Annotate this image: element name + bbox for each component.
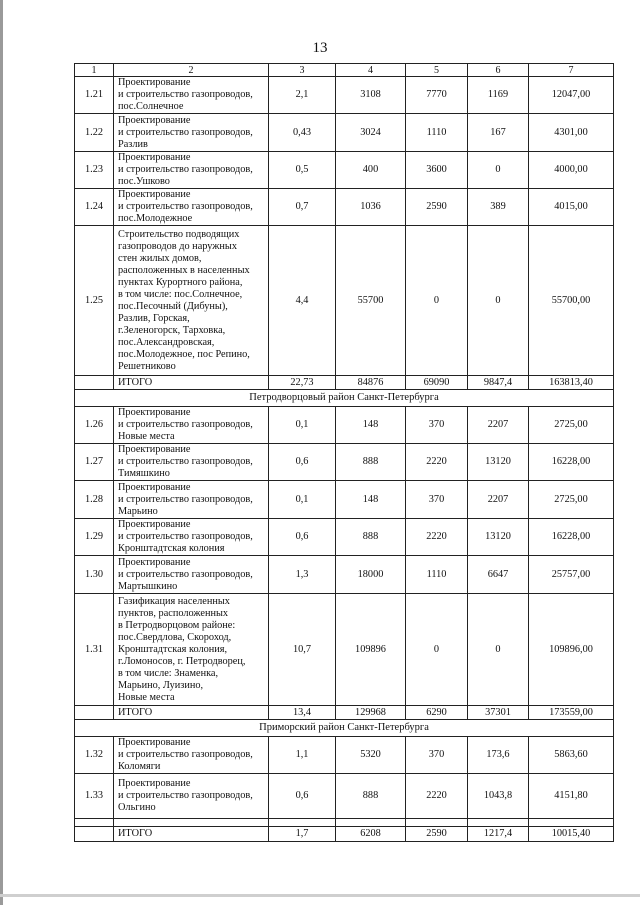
col-7-total: 10015,40 — [529, 827, 614, 842]
col-7-total: 2725,00 — [529, 481, 614, 519]
work-description: Проектирование и строительство газопроводов, Разлив — [114, 114, 269, 152]
row-number: 1.23 — [75, 152, 114, 189]
col-3-value: 0,1 — [269, 407, 336, 444]
table-row — [75, 77, 614, 114]
col-7-total: 163813,40 — [529, 376, 614, 390]
table-row — [75, 737, 614, 774]
row-number: 1.21 — [75, 77, 114, 114]
col-6-value: 0 — [468, 594, 529, 706]
col-3-value: 0,6 — [269, 774, 336, 819]
col-3-value: 0,6 — [269, 519, 336, 556]
col-3-value: 0,6 — [269, 444, 336, 481]
col-5-value: 2220 — [406, 444, 468, 481]
total-row — [75, 827, 614, 842]
row-number: 1.22 — [75, 114, 114, 152]
work-description: Газификация населенных пунктов, расположенных в Петродворцовом районе: пос.Свердлова, Скороход, Кронштадтская колония, г.Ломоносов, г. Петродворец, в том числе: Знаменка, Марьино, Луизино, Новые места — [114, 594, 269, 706]
empty-cell — [529, 819, 614, 827]
col-6-value: 0 — [468, 152, 529, 189]
col-4-value: 84876 — [336, 376, 406, 390]
col-6-value: 389 — [468, 189, 529, 226]
column-header: 7 — [529, 64, 614, 77]
work-description: Проектирование и строительство газопроводов, пос.Ушково — [114, 152, 269, 189]
col-6-value: 6647 — [468, 556, 529, 594]
col-6-value: 1043,8 — [468, 774, 529, 819]
col-7-total: 2725,00 — [529, 407, 614, 444]
col-5-value: 6290 — [406, 706, 468, 720]
col-6-value: 13120 — [468, 444, 529, 481]
table-row — [75, 189, 614, 226]
col-3-value: 13,4 — [269, 706, 336, 720]
table-row — [75, 152, 614, 189]
col-3-value: 0,1 — [269, 481, 336, 519]
table-row — [75, 519, 614, 556]
col-3-value: 0,43 — [269, 114, 336, 152]
total-label: ИТОГО — [114, 827, 269, 842]
col-6-value: 37301 — [468, 706, 529, 720]
col-6-value: 1169 — [468, 77, 529, 114]
col-5-value: 2220 — [406, 774, 468, 819]
col-7-total: 109896,00 — [529, 594, 614, 706]
col-4-value: 1036 — [336, 189, 406, 226]
col-4-value: 888 — [336, 774, 406, 819]
col-4-value: 55700 — [336, 226, 406, 376]
empty-cell — [269, 819, 336, 827]
col-3-value: 2,1 — [269, 77, 336, 114]
work-description: Проектирование и строительство газопроводов, Марьино — [114, 481, 269, 519]
col-7-total: 4151,80 — [529, 774, 614, 819]
row-number: 1.25 — [75, 226, 114, 376]
row-number: 1.31 — [75, 594, 114, 706]
col-5-value: 7770 — [406, 77, 468, 114]
col-6-value: 2207 — [468, 407, 529, 444]
col-5-value: 1110 — [406, 556, 468, 594]
col-5-value: 370 — [406, 481, 468, 519]
col-3-value: 1,1 — [269, 737, 336, 774]
col-7-total: 25757,00 — [529, 556, 614, 594]
column-header: 3 — [269, 64, 336, 77]
column-header: 1 — [75, 64, 114, 77]
table-row — [75, 407, 614, 444]
row-number: 1.26 — [75, 407, 114, 444]
section-header-row — [75, 390, 614, 407]
col-4-value: 148 — [336, 481, 406, 519]
table-row — [75, 594, 614, 706]
col-4-value: 3108 — [336, 77, 406, 114]
work-description: Проектирование и строительство газопроводов, пос.Солнечное — [114, 77, 269, 114]
col-4-value: 400 — [336, 152, 406, 189]
col-3-value: 0,7 — [269, 189, 336, 226]
work-description: Проектирование и строительство газопроводов, Кронштадтская колония — [114, 519, 269, 556]
col-4-value: 888 — [336, 519, 406, 556]
col-7-total: 4301,00 — [529, 114, 614, 152]
col-6-value: 0 — [468, 226, 529, 376]
col-4-value: 18000 — [336, 556, 406, 594]
section-title: Приморский район Санкт-Петербурга — [75, 720, 614, 737]
col-7-total: 16228,00 — [529, 444, 614, 481]
col-7-total: 16228,00 — [529, 519, 614, 556]
col-5-value: 0 — [406, 594, 468, 706]
work-description: Строительство подводящих газопроводов до наружных стен жилых домов, расположенных в населенных пунктах Курортного района, в том числе: пос.Солнечное, пос.Песочный (Дибуны), Разлив, Горская, г.Зеленогорск, Тарховка, пос.Александровская, пос.Молодежное, пос Репино, Решетниково — [114, 226, 269, 376]
col-4-value: 888 — [336, 444, 406, 481]
work-description: Проектирование и строительство газопроводов, пос.Молодежное — [114, 189, 269, 226]
col-4-value: 6208 — [336, 827, 406, 842]
col-6-value: 13120 — [468, 519, 529, 556]
work-description: Проектирование и строительство газопроводов, Новые места — [114, 407, 269, 444]
col-3-value: 1,3 — [269, 556, 336, 594]
col-5-value: 2590 — [406, 189, 468, 226]
table-header-row — [75, 64, 614, 77]
col-6-value: 173,6 — [468, 737, 529, 774]
total-row — [75, 376, 614, 390]
col-7-total: 173559,00 — [529, 706, 614, 720]
row-number: 1.30 — [75, 556, 114, 594]
column-header: 2 — [114, 64, 269, 77]
col-3-value: 10,7 — [269, 594, 336, 706]
col-6-value: 9847,4 — [468, 376, 529, 390]
col-4-value: 5320 — [336, 737, 406, 774]
section-header-row — [75, 720, 614, 737]
col-7-total: 12047,00 — [529, 77, 614, 114]
empty-cell — [406, 819, 468, 827]
col-5-value: 370 — [406, 737, 468, 774]
column-header: 5 — [406, 64, 468, 77]
data-table — [74, 63, 614, 842]
row-number: 1.24 — [75, 189, 114, 226]
col-7-total: 55700,00 — [529, 226, 614, 376]
row-number: 1.28 — [75, 481, 114, 519]
col-6-value: 1217,4 — [468, 827, 529, 842]
col-4-value: 109896 — [336, 594, 406, 706]
total-label: ИТОГО — [114, 706, 269, 720]
col-3-value: 4,4 — [269, 226, 336, 376]
row-number: 1.32 — [75, 737, 114, 774]
total-label: ИТОГО — [114, 376, 269, 390]
work-description: Проектирование и строительство газопроводов, Ольгино — [114, 774, 269, 819]
empty-cell — [336, 819, 406, 827]
row-number: 1.29 — [75, 519, 114, 556]
section-title: Петродворцовый район Санкт-Петербурга — [75, 390, 614, 407]
work-description: Проектирование и строительство газопроводов, Мартышкино — [114, 556, 269, 594]
empty-cell — [114, 819, 269, 827]
row-number: 1.33 — [75, 774, 114, 819]
scan-bottom-edge — [0, 894, 640, 897]
table-row — [75, 114, 614, 152]
col-3-value: 1,7 — [269, 827, 336, 842]
scan-left-edge — [0, 0, 3, 905]
col-7-total: 5863,60 — [529, 737, 614, 774]
col-4-value: 148 — [336, 407, 406, 444]
column-header: 4 — [336, 64, 406, 77]
col-7-total: 4000,00 — [529, 152, 614, 189]
col-5-value: 3600 — [406, 152, 468, 189]
empty-cell — [75, 819, 114, 827]
table-row — [75, 774, 614, 819]
col-3-value: 0,5 — [269, 152, 336, 189]
table-row — [75, 481, 614, 519]
row-number — [75, 376, 114, 390]
col-4-value: 129968 — [336, 706, 406, 720]
table-row — [75, 226, 614, 376]
col-6-value: 2207 — [468, 481, 529, 519]
col-5-value: 0 — [406, 226, 468, 376]
table-row — [75, 556, 614, 594]
col-5-value: 1110 — [406, 114, 468, 152]
col-3-value: 22,73 — [269, 376, 336, 390]
col-6-value: 167 — [468, 114, 529, 152]
col-5-value: 2590 — [406, 827, 468, 842]
col-4-value: 3024 — [336, 114, 406, 152]
blank-row — [75, 819, 614, 827]
row-number — [75, 706, 114, 720]
row-number: 1.27 — [75, 444, 114, 481]
col-5-value: 2220 — [406, 519, 468, 556]
col-7-total: 4015,00 — [529, 189, 614, 226]
column-header: 6 — [468, 64, 529, 77]
empty-cell — [468, 819, 529, 827]
work-description: Проектирование и строительство газопроводов, Коломяги — [114, 737, 269, 774]
work-description: Проектирование и строительство газопроводов, Тимяшкино — [114, 444, 269, 481]
table-row — [75, 444, 614, 481]
col-5-value: 69090 — [406, 376, 468, 390]
page-number: 13 — [312, 40, 328, 56]
col-5-value: 370 — [406, 407, 468, 444]
row-number — [75, 827, 114, 842]
total-row — [75, 706, 614, 720]
